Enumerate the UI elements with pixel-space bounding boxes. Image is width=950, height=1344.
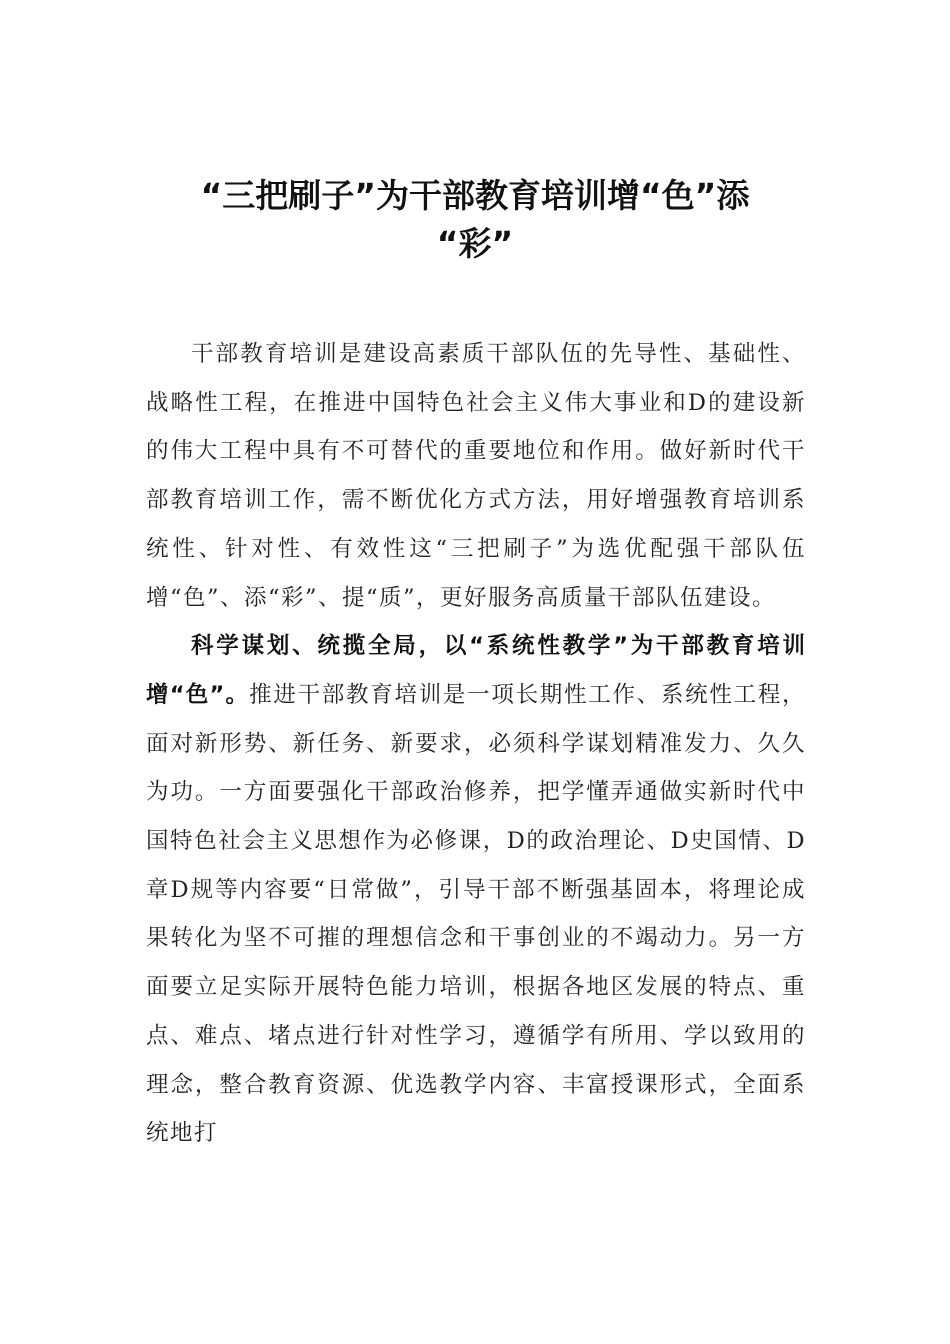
paragraph-2-body: 推进干部教育培训是一项长期性工作、系统性工程，面对新形势、新任务、新要求，必须科学谋划精准发力、久久为功。一方面要强化干部政治修养，把学懂弄通做实新时代中国特色社会主义思想作为必修课，D的政治理论、D史国情、D章D规等内容要“日常做”，引导干部不断强基固本，将理论成果转化为坚不可摧的理想信念和干事创业的不竭动力。另一方面要立足实际开展特色能力培训，根据各地区发展的特点、重点、难点、堵点进行针对性学习，遵循学有所用、学以致用的理念，整合教育资源、优选教学内容、丰富授课形式，全面系统地打 xyxy=(146,681,806,1147)
title-line-1: “三把刷子”为干部教育培训增“色”添 xyxy=(200,176,750,215)
paragraph-2 xyxy=(146,622,806,1158)
paragraph-2-lead: 科学谋划、统揽全局，以“系统性教学”为干部教育培训增“色”。 xyxy=(146,633,806,708)
document-title xyxy=(120,172,830,268)
paragraph-1: 干部教育培训是建设高素质干部队伍的先导性、基础性、战略性工程，在推进中国特色社会主义伟大事业和D的建设新的伟大工程中具有不可替代的重要地位和作用。做好新时代干部教育培训工作，需不断优化方式方法，用好增强教育培训系统性、针对性、有效性这“三把刷子”为选优配强干部队伍增“色”、添“彩”、提“质”，更好服务高质量干部队伍建设。 xyxy=(146,341,806,611)
document-body xyxy=(146,330,806,1158)
title-line-2: “彩” xyxy=(436,224,514,263)
